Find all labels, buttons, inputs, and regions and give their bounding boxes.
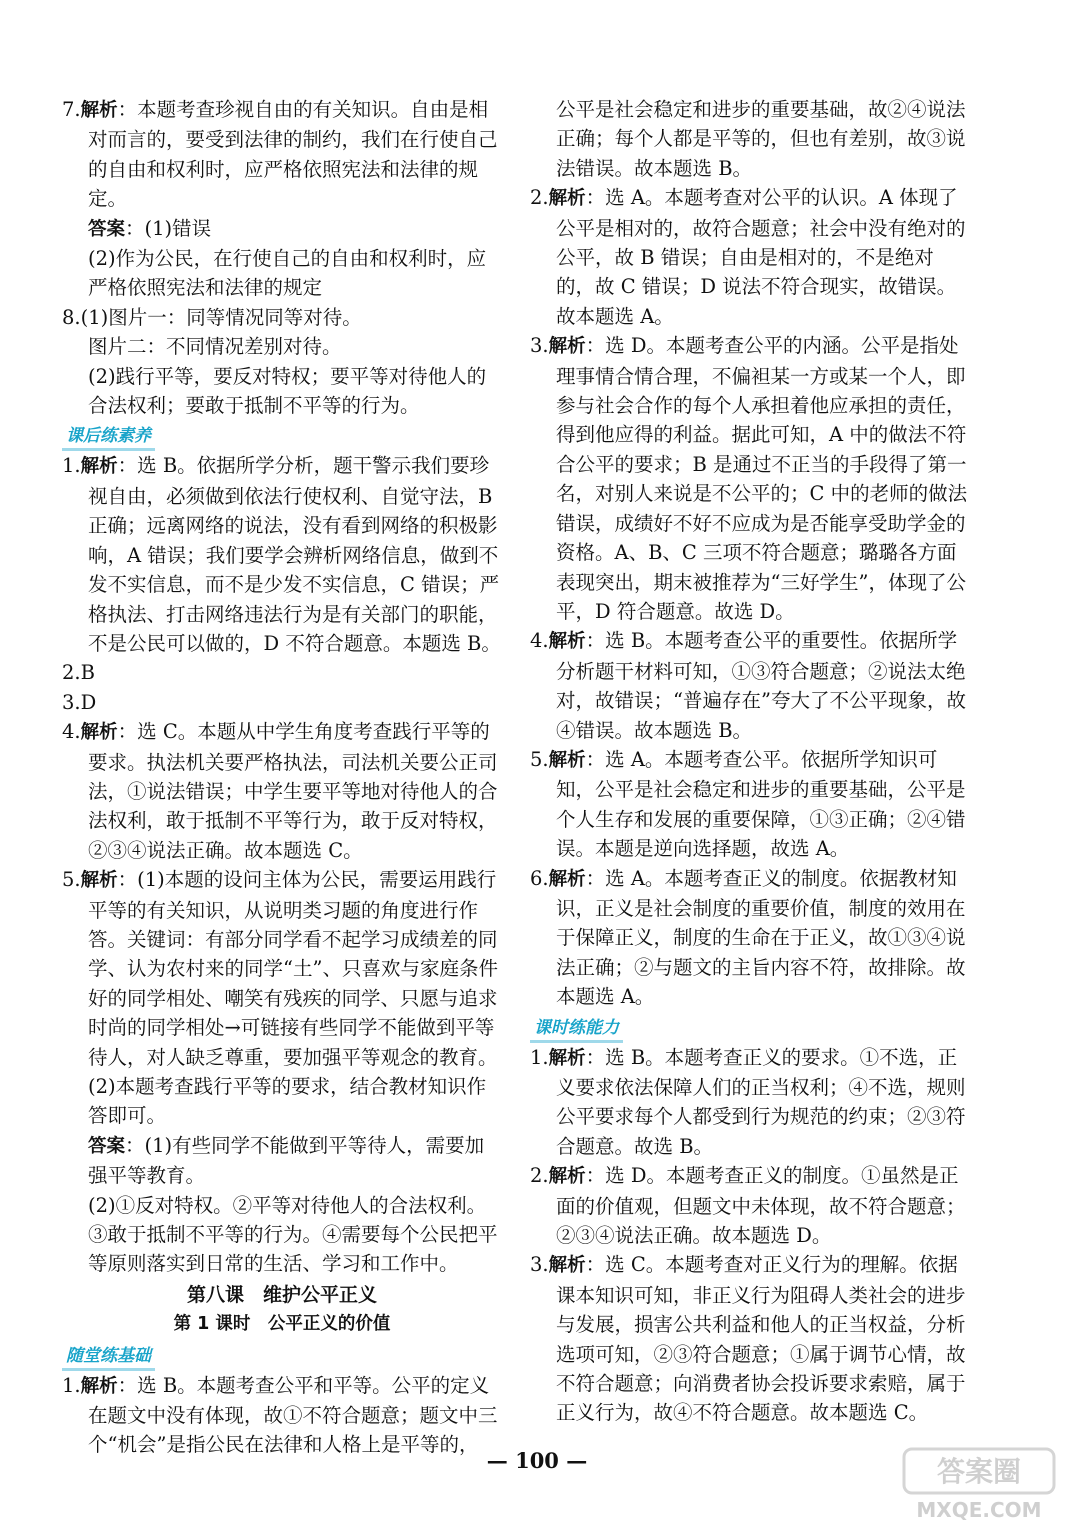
item-body: 图片二：不同情况差别对待。 — [88, 335, 342, 359]
answer-item — [530, 1161, 970, 1250]
item-body: ：选 C。本题从中学生角度考查践行平等的要求。执法机关要严格执法，司法机关要公正司法，①说法错误；中学生要平等地对待他人的合法权利，敢于抵制不平等行为，敢于反对特权，②③④说法正确。故本题选 C。 — [88, 720, 498, 862]
item-label: 答案 — [88, 1135, 126, 1157]
item-body: B — [80, 661, 95, 685]
item-body: ：选 A。本题考查对公平的认识。A 体现了公平是相对的，故符合题意；社会中没有绝对的公平，故 B 错误；自由是相对的，不是绝对的，故 C 错误；D 说法不符合现实，故错误。故本题选 A。 — [556, 186, 966, 328]
item-body: ：选 B。依据所学分析，题干警示我们要珍视自由，必须做到依法行使权利、自觉守法，B 正确；远离网络的说法，没有看到网络的积极影响，A 错误；我们要学会辨析网络信息，做到不发不实信息，而不是少发不实信息，C 错误；严格执法、打击网络违法行为是有关部门的职能，不是公民可以做的，D 不符合题意。本题选 B。 — [88, 454, 501, 655]
item-label: 解析 — [548, 188, 586, 210]
item-body: (1)图片一：同等情况同等对待。 — [80, 305, 362, 329]
watermark-logo — [900, 1445, 1060, 1525]
answer-paragraph — [530, 95, 970, 183]
item-number: 1. — [62, 454, 81, 478]
answer-item — [62, 688, 502, 717]
section-heading — [62, 1340, 502, 1371]
item-label: 解析 — [548, 1255, 586, 1277]
item-body: ：(1)有些同学不能做到平等待人，需要加强平等教育。 — [88, 1133, 485, 1188]
answer-paragraph — [62, 1191, 502, 1279]
item-body: ：选 D。本题考查正义的制度。①虽然是正面的价值观，但题文中未体现，故不符合题意；②③④说法正确。故本题选 D。 — [556, 1164, 966, 1248]
answer-item — [530, 626, 970, 745]
answer-item — [62, 658, 502, 687]
section-heading-label: 课后练素养 — [62, 424, 155, 451]
answer-item — [530, 1250, 970, 1427]
item-number: 6. — [530, 866, 549, 890]
item-number: 3. — [530, 1253, 549, 1277]
item-label: 解析 — [548, 1166, 586, 1188]
svg-text:MXQE.COM: MXQE.COM — [916, 1498, 1042, 1522]
item-label: 解析 — [80, 456, 118, 478]
item-label: 解析 — [548, 631, 586, 653]
answer-item — [530, 331, 970, 626]
item-body: ：选 B。本题考查公平和平等。公平的定义在题文中没有体现，故①不符合题意；题文中三个“机会”是指公民在法律和人格上是平等的， — [88, 1373, 498, 1457]
answer-paragraph — [62, 214, 502, 244]
item-body: (2)作为公民，在行使自己的自由和权利时，应严格依照宪法和法律的规定 — [88, 247, 487, 300]
item-label: 解析 — [80, 100, 118, 121]
item-body: ：(1)错误 — [125, 216, 212, 240]
item-body: ：选 B。本题考查正义的要求。①不选，正义要求依法保障人们的正当权利；④不选，规则公平要求每个人都受到行为规范的约束；②③符合题意。故选 B。 — [556, 1045, 966, 1158]
item-number: 2. — [530, 186, 549, 210]
answer-item — [530, 745, 970, 864]
answer-paragraph — [62, 362, 502, 421]
item-number: 8. — [62, 305, 81, 329]
item-number: 4. — [62, 720, 81, 744]
page-number: — 100 — — [486, 1448, 588, 1473]
item-number: 5. — [530, 747, 549, 771]
item-label: 解析 — [80, 1375, 118, 1397]
item-label: 解析 — [80, 722, 118, 744]
item-body: 公平是社会稳定和进步的重要基础，故②④说法正确；每个人都是平等的，但也有差别，故③说法错误。故本题选 B。 — [556, 98, 966, 180]
answer-paragraph — [62, 244, 502, 303]
answer-item — [62, 717, 502, 865]
answer-item — [530, 1043, 970, 1162]
item-number: 1. — [62, 1373, 81, 1397]
item-number: 3. — [62, 690, 81, 714]
item-label: 解析 — [80, 870, 118, 892]
lesson-subtitle: 第 1 课时 公平正义的价值 — [173, 1314, 391, 1335]
item-body: ：选 A。本题考查正义的制度。依据教材知识，正义是社会制度的重要价值，制度的效用在于保障正义，制度的生命在于正义，故①③④说法正确；②与题文的主旨内容不符，故排除。故本题选 A。 — [556, 866, 966, 1009]
item-body: ：(1)本题的设问主体为公民，需要运用践行平等的有关知识，从说明类习题的角度进行作答。关键词：有部分同学看不起学习成绩差的同学、认为农村来的同学“土”、只喜欢与家庭条件好的同学相处、嘲笑有残疾的同学、只愿与追求时尚的同学相处→可链接有些同学不能做到平等待人，对人缺乏尊重，要加强平等观念的教育。(2)本题考查践行平等的要求，结合教材知识作答即可。 — [88, 868, 498, 1128]
lesson-title: 第八课 维护公平正义 — [186, 1283, 377, 1306]
item-number: 2. — [62, 661, 81, 685]
item-number: 2. — [530, 1164, 549, 1188]
item-number: 3. — [530, 334, 549, 358]
section-heading — [530, 1012, 970, 1043]
item-body: D — [80, 690, 97, 714]
answer-item — [62, 865, 502, 1131]
item-body: (2)践行平等，要反对特权；要平等对待他人的合法权利；要敢于抵制不平等的行为。 — [88, 364, 487, 418]
item-label: 解析 — [548, 336, 586, 358]
item-body: ：选 D。本题考查公平的内涵。公平是指处理事情合情合理，不偏袒某一方或某一个人，即参与社会合作的每个人承担着他应承担的责任，得到他应得的利益。据此可知，A 中的做法不符合公平的要求；B 是通过不正当的手段得了第一名，对别人来说是不公平的；C 中的老师的做法错误，成绩好不好不应成为是否能享受助学金的资格。A、B、C 三项不符合题意；璐璐各方面表现突出，期末被推荐为“三好学生”，体现了公平，D 符合题意。故选 D。 — [556, 334, 968, 623]
item-label: 解析 — [548, 749, 586, 771]
left-column — [62, 95, 502, 1460]
answer-item — [62, 303, 502, 332]
answer-item — [62, 1371, 502, 1460]
item-label: 答案 — [88, 218, 126, 240]
answer-item — [530, 183, 970, 331]
item-body: ：选 A。本题考查公平。依据所学知识可知，公平是社会稳定和进步的重要基础，公平是个人生存和发展的重要保障，①③正确；②④错误。本题是逆向选择题，故选 A。 — [556, 747, 966, 861]
right-column — [530, 95, 970, 1428]
section-heading — [62, 420, 502, 451]
answer-item — [530, 864, 970, 1012]
item-number: 7. — [62, 98, 81, 121]
answer-item — [62, 451, 502, 658]
answer-paragraph — [62, 1131, 502, 1191]
item-number: 4. — [530, 629, 549, 653]
item-body: (2)①反对特权。②平等对待他人的合法权利。③敢于抵制不平等的行为。④需要每个公民把平等原则落实到日常的生活、学习和工作中。 — [88, 1193, 498, 1276]
section-heading-label: 课时练能力 — [530, 1016, 623, 1043]
item-body: ：选 C。本题考查对正义行为的理解。依据课本知识可知，非正义行为阻碍人类社会的进步与发展，损害公共利益和他人的正当权益，分析选项可知，②③符合题意；①属于调节心情，故不符合题意；向消费者协会投诉要求索赔，属于正义行为，故④不符合题意。故本题选 C。 — [556, 1253, 966, 1425]
item-body: ：选 B。本题考查公平的重要性。依据所学分析题干材料可知，①③符合题意；②说法太绝对，故错误；“普遍存在”夸大了不公平现象，故④错误。故本题选 B。 — [556, 629, 966, 742]
item-body: ：本题考查珍视自由的有关知识。自由是相对而言的，要受到法律的制约，我们在行使自己的自由和权利时，应严格依照宪法和法律的规定。 — [88, 98, 498, 211]
item-number: 1. — [530, 1045, 549, 1069]
item-label: 解析 — [548, 868, 586, 890]
svg-text:答案圈: 答案圈 — [936, 1455, 1022, 1488]
answer-paragraph — [62, 332, 502, 361]
item-label: 解析 — [548, 1047, 586, 1069]
section-heading-label: 随堂练基础 — [62, 1344, 155, 1371]
item-number: 5. — [62, 868, 81, 892]
answer-item — [62, 95, 502, 214]
